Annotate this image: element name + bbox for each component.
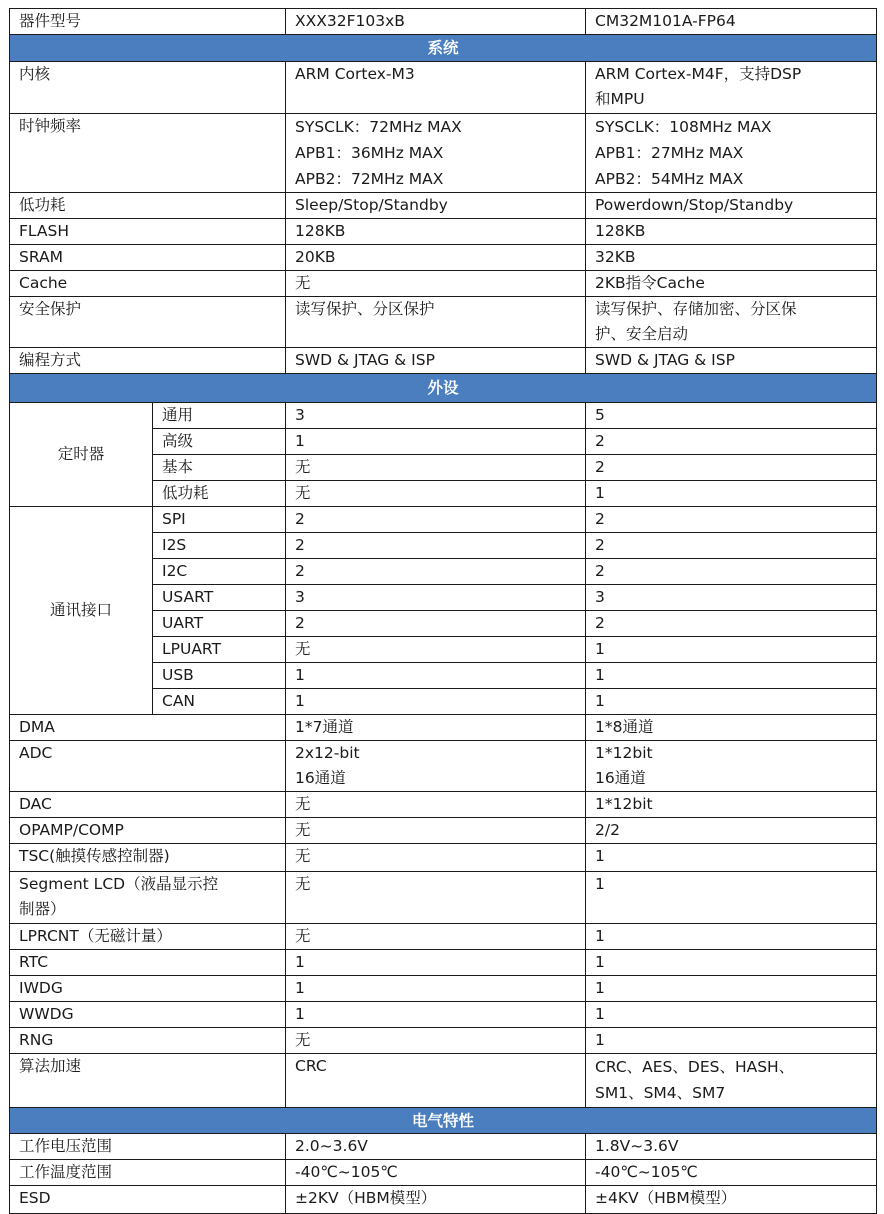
row-label: 安全保护 — [10, 297, 286, 348]
value-a: 无 — [286, 844, 586, 872]
header-device-a: XXX32F103xB — [286, 9, 586, 35]
row-label: WWDG — [10, 1002, 286, 1028]
value-b: 2 — [586, 455, 877, 481]
value-b: 2 — [586, 533, 877, 559]
value-a: Sleep/Stop/Standby — [286, 193, 586, 219]
value-line: ARM Cortex-M4F，支持DSP — [595, 65, 802, 83]
header-label: 器件型号 — [10, 9, 286, 35]
value-b: 2 — [586, 429, 877, 455]
sub-label: I2C — [153, 559, 286, 585]
value-b: 32KB — [586, 245, 877, 271]
value-line: 16通道 — [595, 769, 646, 787]
value-a: 3 — [286, 585, 586, 611]
value-line: ARM Cortex-M3 — [295, 65, 415, 83]
label-line: 制器） — [19, 900, 66, 918]
value-b: 1 — [586, 663, 877, 689]
value-a: SWD & JTAG & ISP — [286, 348, 586, 374]
section-title-electrical: 电气特性 — [10, 1108, 877, 1134]
section-title-peripherals: 外设 — [10, 374, 877, 403]
group-label-comms: 通讯接口 — [10, 507, 153, 715]
value-b: 2/2 — [586, 818, 877, 844]
row-label: 编程方式 — [10, 348, 286, 374]
table-row — [10, 1134, 877, 1160]
value-b: 2 — [586, 507, 877, 533]
row-label: RTC — [10, 950, 286, 976]
value-b: 1 — [586, 844, 877, 872]
row-label: DMA — [10, 715, 286, 741]
value-line: CRC、AES、DES、HASH、 — [595, 1058, 795, 1076]
value-a: 1 — [286, 663, 586, 689]
table-row — [10, 403, 877, 429]
value-b: 1 — [586, 976, 877, 1002]
value-b: 1 — [586, 924, 877, 950]
table-row — [10, 715, 877, 741]
value-a: 无 — [286, 924, 586, 950]
table-row — [10, 976, 877, 1002]
value-a: 1*7通道 — [286, 715, 586, 741]
value-b: 1.8V~3.6V — [586, 1134, 877, 1160]
row-label: SRAM — [10, 245, 286, 271]
section-band-peripherals — [10, 374, 877, 403]
value-b: ±4KV（HBM模型） — [586, 1186, 877, 1214]
sub-label: 通用 — [153, 403, 286, 429]
value-b: 1 — [586, 481, 877, 507]
value-a: 读写保护、分区保护 — [286, 297, 586, 348]
row-label: OPAMP/COMP — [10, 818, 286, 844]
value-b: 1*12bit — [586, 792, 877, 818]
value-a: 2 — [286, 533, 586, 559]
table-row — [10, 297, 877, 348]
value-a: 无 — [286, 637, 586, 663]
value-b: 1 — [586, 689, 877, 715]
table-row — [10, 62, 877, 114]
row-label — [10, 872, 286, 924]
value-a: -40℃~105℃ — [286, 1160, 586, 1186]
sub-label: UART — [153, 611, 286, 637]
table-row — [10, 950, 877, 976]
value-b: -40℃~105℃ — [586, 1160, 877, 1186]
table-row — [10, 818, 877, 844]
value-a: 2 — [286, 507, 586, 533]
row-label: 时钟频率 — [10, 114, 286, 193]
sub-label: 低功耗 — [153, 481, 286, 507]
header-device-b: CM32M101A-FP64 — [586, 9, 877, 35]
value-line: 16通道 — [295, 769, 346, 787]
value-line: 护、安全启动 — [595, 325, 689, 343]
value-line: 和MPU — [595, 90, 645, 108]
row-label: IWDG — [10, 976, 286, 1002]
table-row — [10, 844, 877, 872]
value-b: 2 — [586, 559, 877, 585]
row-label: FLASH — [10, 219, 286, 245]
table-row — [10, 872, 877, 924]
sub-label: USART — [153, 585, 286, 611]
value-a: 1 — [286, 429, 586, 455]
value-line: APB1：36MHz MAX — [295, 144, 444, 162]
table-row — [10, 741, 877, 792]
table-row — [10, 193, 877, 219]
value-a: 2 — [286, 611, 586, 637]
value-b: Powerdown/Stop/Standby — [586, 193, 877, 219]
table-row — [10, 245, 877, 271]
value-a: 1 — [286, 1002, 586, 1028]
value-line: SYSCLK：72MHz MAX — [295, 118, 462, 136]
section-title-system: 系统 — [10, 35, 877, 62]
value-a — [286, 62, 586, 114]
value-b: 2KB指令Cache — [586, 271, 877, 297]
table-row — [10, 924, 877, 950]
row-label: ADC — [10, 741, 286, 792]
value-a: 2 — [286, 559, 586, 585]
header-row — [10, 9, 877, 35]
sub-label: 基本 — [153, 455, 286, 481]
value-b — [586, 62, 877, 114]
value-b: 1 — [586, 950, 877, 976]
table-row — [10, 1028, 877, 1054]
table-row — [10, 1002, 877, 1028]
value-a: 1 — [286, 689, 586, 715]
value-b — [586, 1054, 877, 1108]
value-a: 无 — [286, 481, 586, 507]
row-label: LPRCNT（无磁计量） — [10, 924, 286, 950]
sub-label: USB — [153, 663, 286, 689]
value-b: 2 — [586, 611, 877, 637]
table-row — [10, 219, 877, 245]
value-a — [286, 741, 586, 792]
table-row — [10, 1160, 877, 1186]
value-a: 无 — [286, 455, 586, 481]
value-line: 1*12bit — [595, 744, 653, 762]
value-a: 1 — [286, 950, 586, 976]
value-line: 读写保护、存储加密、分区保 — [595, 300, 797, 318]
value-a: 1 — [286, 976, 586, 1002]
row-label: RNG — [10, 1028, 286, 1054]
row-label: 算法加速 — [10, 1054, 286, 1108]
sub-label: CAN — [153, 689, 286, 715]
value-a: 无 — [286, 818, 586, 844]
value-b: 1 — [586, 872, 877, 924]
value-a — [286, 114, 586, 193]
value-b: 1 — [586, 637, 877, 663]
value-b: 1 — [586, 1028, 877, 1054]
value-a: 3 — [286, 403, 586, 429]
sub-label: SPI — [153, 507, 286, 533]
table-row — [10, 348, 877, 374]
value-b: 5 — [586, 403, 877, 429]
value-line: SYSCLK：108MHz MAX — [595, 118, 772, 136]
value-b: 3 — [586, 585, 877, 611]
value-line: APB2：72MHz MAX — [295, 170, 444, 188]
sub-label: 高级 — [153, 429, 286, 455]
value-line: SM1、SM4、SM7 — [595, 1084, 726, 1102]
value-a: 2.0~3.6V — [286, 1134, 586, 1160]
section-band-system — [10, 35, 877, 62]
value-b: SWD & JTAG & ISP — [586, 348, 877, 374]
value-b — [586, 297, 877, 348]
row-label: DAC — [10, 792, 286, 818]
value-a: 20KB — [286, 245, 586, 271]
row-label: TSC(触摸传感控制器) — [10, 844, 286, 872]
row-label: 工作温度范围 — [10, 1160, 286, 1186]
section-band-electrical — [10, 1108, 877, 1134]
value-a: ±2KV（HBM模型） — [286, 1186, 586, 1214]
value-a: 无 — [286, 872, 586, 924]
table-row — [10, 1054, 877, 1108]
value-a: 128KB — [286, 219, 586, 245]
value-line: APB2：54MHz MAX — [595, 170, 744, 188]
value-line: 2x12-bit — [295, 744, 360, 762]
table-row — [10, 114, 877, 193]
row-label: 低功耗 — [10, 193, 286, 219]
table-row — [10, 271, 877, 297]
value-b — [586, 741, 877, 792]
row-label: 内核 — [10, 62, 286, 114]
group-label-timers: 定时器 — [10, 403, 153, 507]
value-b: 1*8通道 — [586, 715, 877, 741]
spec-comparison-table — [9, 8, 877, 1214]
table-row — [10, 792, 877, 818]
label-line: Segment LCD（液晶显示控 — [19, 875, 219, 893]
table-row — [10, 1186, 877, 1214]
value-b: 1 — [586, 1002, 877, 1028]
sub-label: I2S — [153, 533, 286, 559]
value-a: CRC — [286, 1054, 586, 1108]
table-row — [10, 507, 877, 533]
value-b — [586, 114, 877, 193]
row-label: ESD — [10, 1186, 286, 1214]
value-b: 128KB — [586, 219, 877, 245]
row-label: Cache — [10, 271, 286, 297]
value-a: 无 — [286, 271, 586, 297]
value-a: 无 — [286, 1028, 586, 1054]
value-line: APB1：27MHz MAX — [595, 144, 744, 162]
sub-label: LPUART — [153, 637, 286, 663]
row-label: 工作电压范围 — [10, 1134, 286, 1160]
value-a: 无 — [286, 792, 586, 818]
